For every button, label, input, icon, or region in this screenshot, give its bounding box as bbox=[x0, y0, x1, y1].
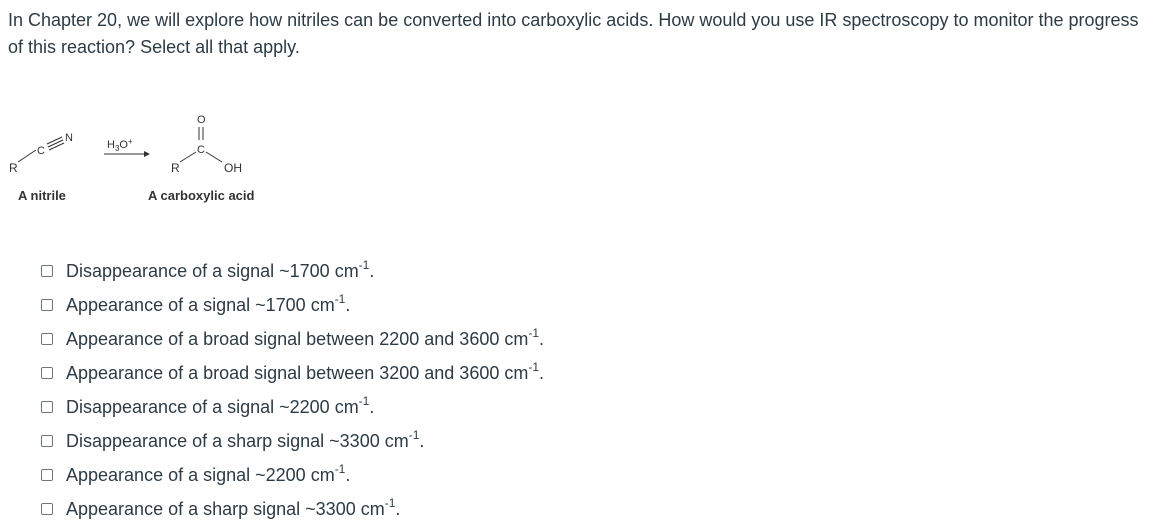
option-checkbox[interactable] bbox=[41, 265, 53, 277]
reaction-scheme bbox=[0, 100, 300, 220]
option-label: Appearance of a signal ~2200 $cm^{-1}$. bbox=[66, 461, 351, 485]
question-text: In Chapter 20, we will explore how nitriles can be converted into carboxylic acids. How would you use IR spectroscopy to monitor the progress of this reaction? Select all that apply. bbox=[8, 10, 1139, 57]
answer-option[interactable] bbox=[41, 424, 544, 458]
acid-c-oh-bond bbox=[206, 152, 222, 162]
option-checkbox[interactable] bbox=[41, 333, 53, 345]
acid-c-label: C bbox=[197, 144, 205, 156]
option-label: Appearance of a broad signal between 2200 and 3600 $cm^{-1}$. bbox=[66, 325, 545, 349]
triple-bond-line-3 bbox=[49, 143, 64, 150]
reaction-arrow-head bbox=[144, 151, 150, 157]
option-checkbox[interactable] bbox=[41, 503, 53, 515]
nitrile-c-label: C bbox=[37, 145, 45, 157]
option-label: Appearance of a broad signal between 3200 and 3600 $cm^{-1}$. bbox=[66, 359, 545, 383]
reagent-label: $H_3O^+$ bbox=[107, 137, 133, 153]
acid-oh-label: OH bbox=[224, 161, 242, 175]
nitrile-caption: A nitrile bbox=[18, 188, 66, 203]
acid-caption: A carboxylic acid bbox=[148, 188, 255, 203]
acid-o-label: O bbox=[197, 114, 206, 126]
option-label: Appearance of a sharp signal ~3300 $cm^{-1}$. bbox=[66, 495, 401, 519]
triple-bond-line-2 bbox=[48, 140, 63, 147]
option-label: Disappearance of a sharp signal ~3300 $cm^{-1}$. bbox=[66, 427, 425, 451]
option-checkbox[interactable] bbox=[41, 299, 53, 311]
option-label: Disappearance of a signal ~1700 $cm^{-1}$. bbox=[66, 257, 375, 281]
acid-r-c-bond bbox=[180, 152, 196, 162]
answer-option[interactable] bbox=[41, 254, 544, 288]
nitrile-r-c-bond bbox=[18, 150, 36, 162]
answer-option[interactable] bbox=[41, 356, 544, 390]
triple-bond-line-1 bbox=[47, 137, 62, 144]
option-label: Appearance of a signal ~1700 $cm^{-1}$. bbox=[66, 291, 351, 315]
option-checkbox[interactable] bbox=[41, 401, 53, 413]
answer-options bbox=[41, 254, 544, 526]
answer-option[interactable] bbox=[41, 458, 544, 492]
acid-r-label: R bbox=[171, 161, 180, 175]
option-checkbox[interactable] bbox=[41, 367, 53, 379]
answer-option[interactable] bbox=[41, 288, 544, 322]
answer-option[interactable] bbox=[41, 322, 544, 356]
option-checkbox[interactable] bbox=[41, 435, 53, 447]
nitrile-r-label: R bbox=[9, 161, 18, 175]
option-checkbox[interactable] bbox=[41, 469, 53, 481]
nitrile-n-label: N bbox=[65, 132, 73, 144]
option-label: Disappearance of a signal ~2200 $cm^{-1}$. bbox=[66, 393, 375, 417]
answer-option[interactable] bbox=[41, 390, 544, 424]
answer-option[interactable] bbox=[41, 492, 544, 526]
